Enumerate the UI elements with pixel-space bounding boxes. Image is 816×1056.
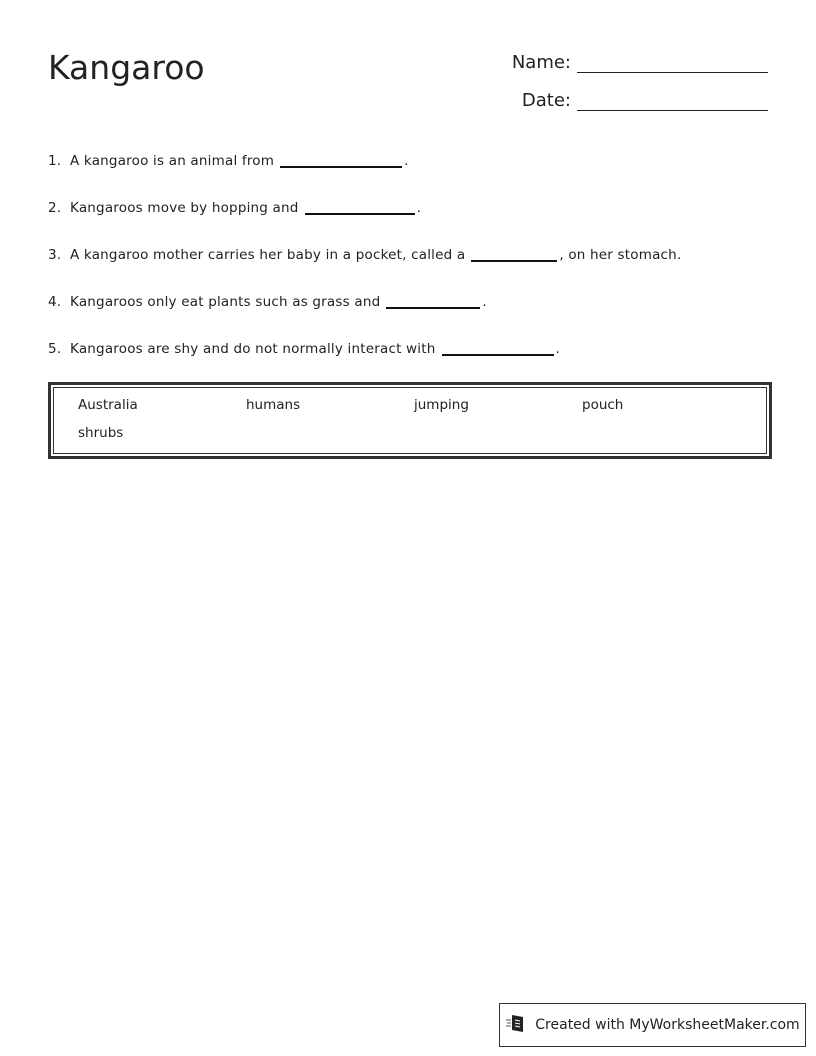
word-bank-item: shrubs xyxy=(78,425,124,441)
answer-blank[interactable] xyxy=(471,246,557,262)
question-number: 3. xyxy=(48,247,62,263)
date-label: Date: xyxy=(521,90,571,111)
question-suffix: . xyxy=(482,294,487,310)
question-1 xyxy=(48,149,409,169)
question-number: 1. xyxy=(48,153,62,169)
question-5 xyxy=(48,337,560,357)
name-line[interactable] xyxy=(577,52,768,73)
question-suffix: . xyxy=(555,341,560,357)
question-4 xyxy=(48,290,487,310)
question-number: 5. xyxy=(48,341,62,357)
question-text: Kangaroos are shy and do not normally interact with xyxy=(70,341,436,357)
answer-blank[interactable] xyxy=(280,152,402,168)
word-bank xyxy=(48,382,772,459)
answer-blank[interactable] xyxy=(386,293,480,309)
date-line[interactable] xyxy=(577,90,768,111)
question-3 xyxy=(48,243,681,263)
worksheet-logo-icon xyxy=(505,1012,527,1038)
footer-text: Created with MyWorksheetMaker.com xyxy=(535,1017,800,1033)
question-suffix: , on her stomach. xyxy=(559,247,682,263)
name-label: Name: xyxy=(511,52,571,73)
name-field xyxy=(512,52,768,73)
question-text: Kangaroos only eat plants such as grass and xyxy=(70,294,381,310)
question-number: 4. xyxy=(48,294,62,310)
question-number: 2. xyxy=(48,200,62,216)
answer-blank[interactable] xyxy=(305,199,415,215)
question-text: A kangaroo mother carries her baby in a pocket, called a xyxy=(70,247,466,263)
question-suffix: . xyxy=(404,153,409,169)
question-suffix: . xyxy=(416,200,422,216)
page-title: Kangaroo xyxy=(48,48,205,87)
question-text: Kangaroos move by hopping and xyxy=(70,200,299,216)
question-text: A kangaroo is an animal from xyxy=(70,153,275,169)
footer-badge[interactable] xyxy=(499,1003,806,1047)
date-field xyxy=(522,90,768,111)
question-2 xyxy=(48,196,421,216)
answer-blank[interactable] xyxy=(442,340,554,356)
word-bank-item: pouch xyxy=(582,397,624,413)
word-bank-item: jumping xyxy=(414,397,469,413)
word-bank-item: Australia xyxy=(78,397,138,413)
word-bank-item: humans xyxy=(246,397,301,413)
